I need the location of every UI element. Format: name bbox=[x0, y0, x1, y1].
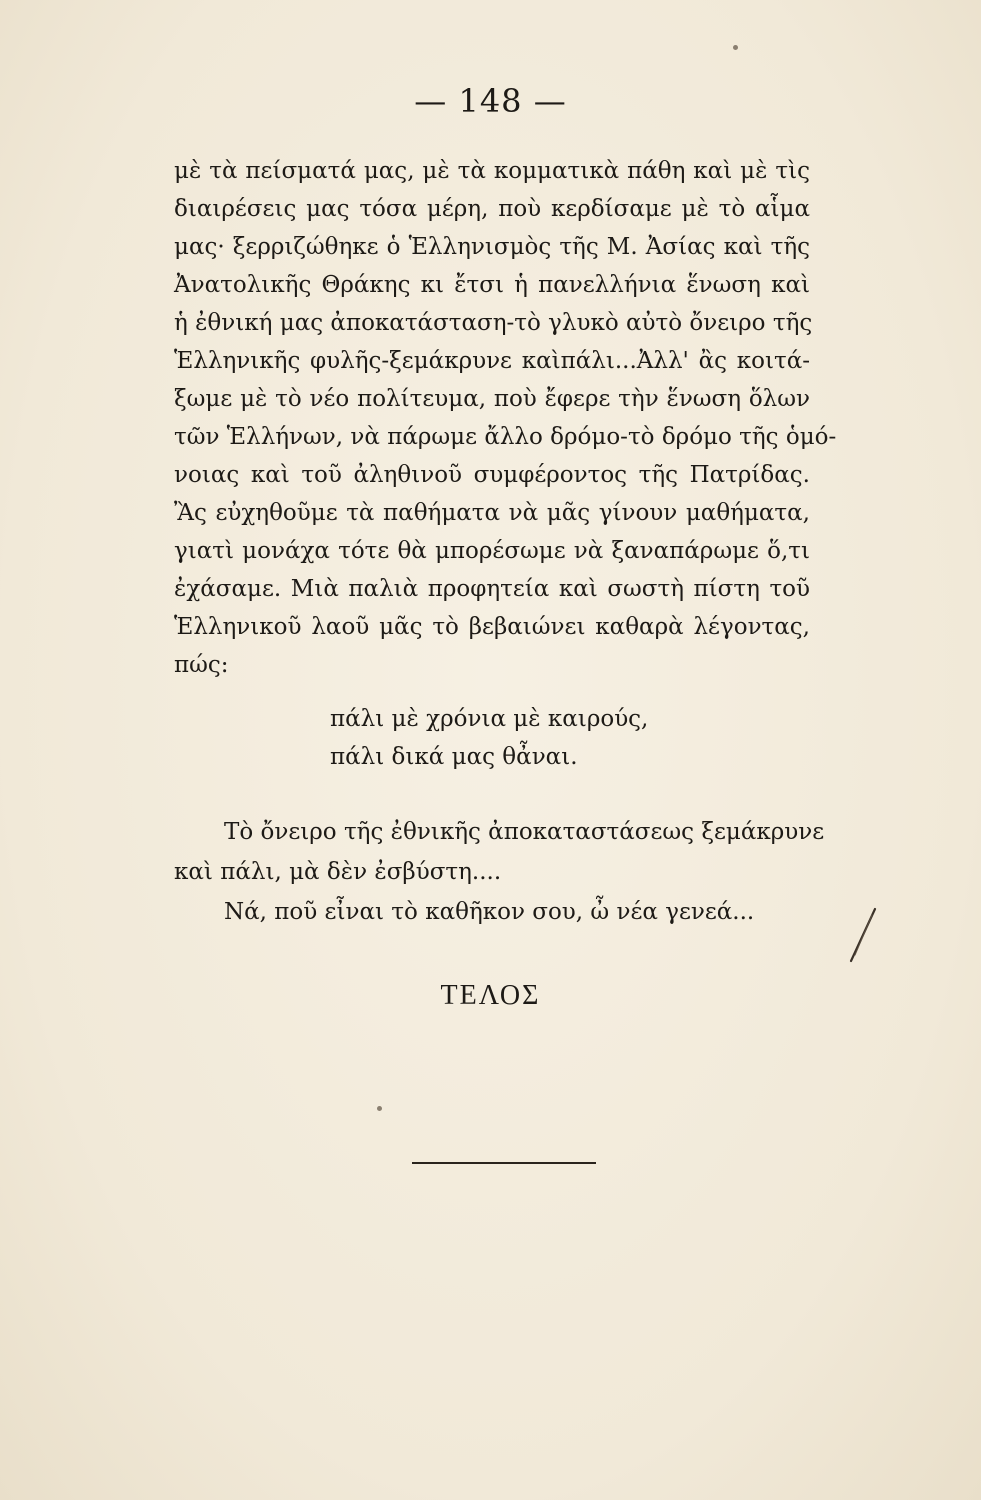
end-rule bbox=[412, 1162, 596, 1164]
text-line: διαιρέσεις μας τόσα μέρη, ποὺ κερδίσαμε μὲ τὸ αἷμα bbox=[174, 196, 810, 222]
text-line: Ἑλληνικοῦ λαοῦ μᾶς τὸ βεβαιώνει καθαρὰ λέγοντας, bbox=[174, 614, 810, 640]
text-line: καὶ πάλι, μὰ δὲν ἐσβύστη.... bbox=[174, 859, 502, 885]
end-title: ΤΕΛΟΣ bbox=[440, 980, 541, 1011]
text-line: Ἀνατολικῆς Θράκης κι ἔτσι ἡ πανελλήνια ἕνωση καὶ bbox=[174, 272, 810, 298]
text-line: ξωμε μὲ τὸ νέο πολίτευμα, ποὺ ἔφερε τὴν ἕνωση ὅλων bbox=[174, 386, 810, 412]
text-line: Τὸ ὄνειρο τῆς ἐθνικῆς ἀποκαταστάσεως ξεμάκρυνε bbox=[224, 819, 825, 845]
text-line: τῶν Ἑλλήνων, νὰ πάρωμε ἄλλο δρόμο-τὸ δρόμο τῆς ὁμό- bbox=[174, 424, 837, 450]
paragraph-closing bbox=[174, 812, 825, 932]
text-line: ἐχάσαμε. Μιὰ παλιὰ προφητεία καὶ σωστὴ πίστη τοῦ bbox=[174, 576, 810, 602]
text-line: μὲ τὰ πείσματά μας, μὲ τὰ κομματικὰ πάθη καὶ μὲ τὶς bbox=[174, 158, 810, 184]
ink-dot bbox=[733, 45, 738, 50]
text-line: Ἑλληνικῆς φυλῆς-ξεμάκρυνε καὶπάλι...Ἀλλ' ἂς κοιτά- bbox=[174, 348, 810, 374]
verse-line-1: πάλι μὲ χρόνια μὲ καιρούς, bbox=[330, 706, 649, 732]
handwritten-slash-icon bbox=[843, 905, 883, 965]
text-line: μας· ξερριζώθηκε ὁ Ἑλληνισμὸς τῆς Μ. Ἀσίας καὶ τῆς bbox=[174, 234, 810, 260]
text-line: ἡ ἐθνική μας ἀποκατάσταση-τὸ γλυκὸ αὐτὸ ὄνειρο τῆς bbox=[174, 310, 813, 336]
page-number: — 148 — bbox=[414, 82, 567, 120]
text-line: γιατὶ μονάχα τότε θὰ μπορέσωμε νὰ ξαναπάρωμε ὅ,τι bbox=[174, 538, 810, 564]
text-line: πώς: bbox=[174, 652, 229, 678]
verse-line-2: πάλι δικά μας θἆναι. bbox=[330, 744, 578, 770]
ink-dot bbox=[377, 1106, 382, 1111]
text-line: Νά, ποῦ εἶναι τὸ καθῆκον σου, ὦ νέα γενεά... bbox=[224, 899, 755, 925]
text-line: Ἂς εὐχηθοῦμε τὰ παθήματα νὰ μᾶς γίνουν μαθήματα, bbox=[174, 500, 810, 526]
paragraph-main bbox=[174, 152, 837, 684]
text-line: νοιας καὶ τοῦ ἀληθινοῦ συμφέροντος τῆς Πατρίδας. bbox=[174, 462, 810, 488]
